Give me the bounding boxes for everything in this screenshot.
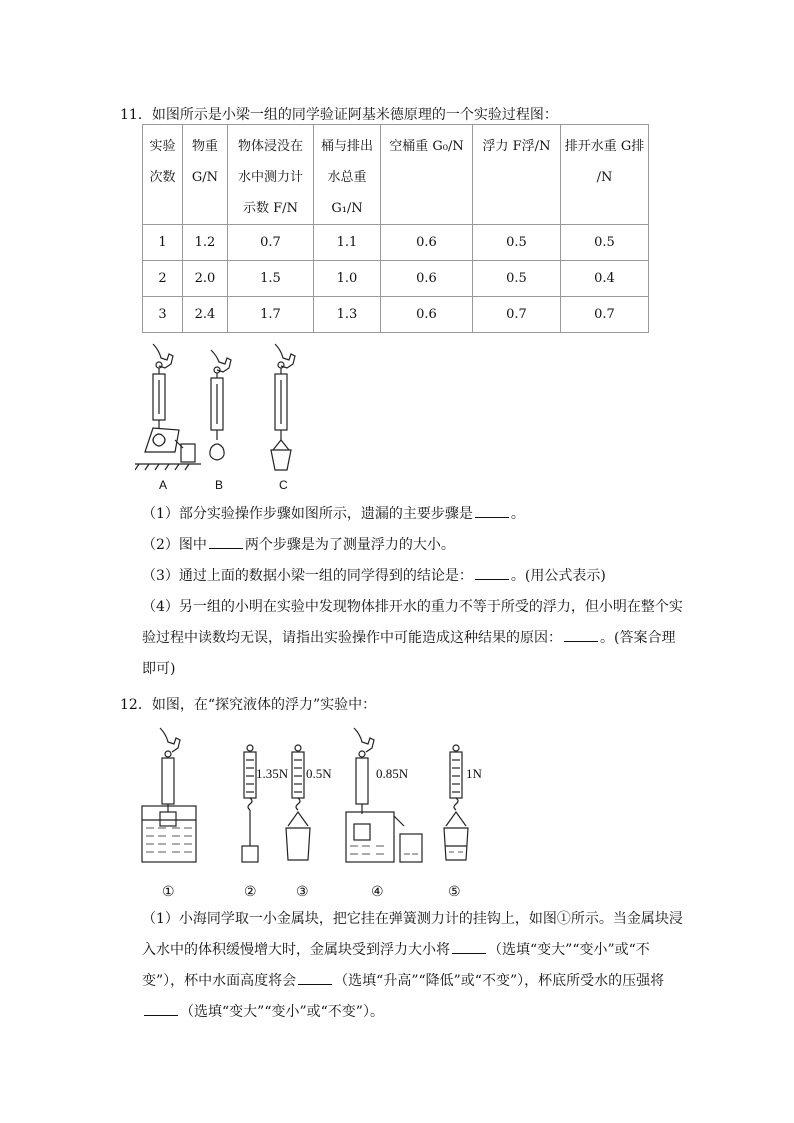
table-header-cell: 空桶重 G₀/N [381,125,473,225]
table-cell: 0.7 [228,225,314,261]
figure-label-1: ① [162,883,175,899]
q12-title: 12．如图，在“探究液体的浮力”实验中： [120,697,377,713]
table-header-cell: 物重 G/N [183,125,228,225]
table-cell: 0.5 [561,225,649,261]
answer-blank [564,627,598,642]
q11-part-2: （2）图中 两个步骤是为了测量浮力的大小。 [142,530,682,561]
table-cell: 2 [143,261,183,297]
table-header-cell: 排开水重 G排 /N [561,125,649,225]
q12-figure [140,724,480,874]
table-cell: 0.7 [473,297,561,333]
table-cell: 1.3 [314,297,381,333]
answer-blank [144,1001,178,1016]
q11-figure [135,340,310,475]
answer-blank [298,970,332,985]
figure-b-apparatus [210,350,231,460]
q11-part-4: （4）另一组的小明在实验中发现物体排开水的重力不等于所受的浮力，但小明在整个实验过程中读数均无误，请指出实验操作中可能造成这种结果的原因： 。(答案合理即可) [142,599,683,677]
answer-blank [452,939,486,954]
figure-5-apparatus [444,745,468,860]
table-cell: 1.1 [314,225,381,261]
figure-3-apparatus [286,745,310,860]
table-header-cell: 实验 次数 [143,125,183,225]
table-cell: 0.5 [473,225,561,261]
table-cell: 2.4 [183,297,228,333]
figure-label-b: B [215,478,224,492]
figure-c-apparatus [271,344,295,470]
table-row [143,261,649,297]
table-header-cell: 浮力 F浮/N [473,125,561,225]
table-cell: 0.5 [473,261,561,297]
reading-label: 1N [466,766,482,781]
table-cell: 0.7 [561,297,649,333]
q11-title: 11．如图所示是小梁一组的同学验证阿基米德原理的一个实验过程图： [120,107,558,123]
table-cell: 0.6 [381,297,473,333]
table-header-cell: 桶与排出 水总重 G₁/N [314,125,381,225]
q12-part-1: （1）小海同学取一小金属块，把它挂在弹簧测力计的挂钩上，如图①所示。当金属块浸入水中的体积缓慢增大时，金属块受到浮力大小将 （选填“变大”“变小”或“不变”），杯中水面高度将会 （选填“升高”“降低”或“不变”），杯底所受水的压强将（选填“变大”“变小”或“不变”）。 [142,911,683,1020]
table-cell: 0.6 [381,225,473,261]
figure-a-apparatus [135,344,201,470]
reading-label: 1.35N [256,766,289,781]
reading-label: 0.5N [306,766,332,781]
table-cell: 1.7 [228,297,314,333]
table-row [143,297,649,333]
table-cell: 1.0 [314,261,381,297]
table-cell: 0.6 [381,261,473,297]
figure-label-2: ② [244,883,257,899]
figure-label-3: ③ [296,883,309,899]
table-header-row [143,125,649,225]
figure-2-apparatus [242,745,258,862]
table-cell: 1.5 [228,261,314,297]
reading-label: 0.85N [376,766,409,781]
q11-part-1: （1）部分实验操作步骤如图所示，遗漏的主要步骤是 。 [142,499,682,530]
answer-blank [209,534,243,549]
figure-4-apparatus [346,728,422,862]
figure-label-5: ⑤ [448,883,461,899]
figure-label-4: ④ [371,883,384,899]
answer-blank [475,503,509,518]
table-cell: 1.2 [183,225,228,261]
table-header-cell: 物体浸没在 水中测力计 示数 F/N [228,125,314,225]
q11-part-3: （3）通过上面的数据小梁一组的同学得到的结论是： 。(用公式表示) [142,561,682,592]
table-cell: 1 [143,225,183,261]
figure-label-c: C [279,478,288,492]
figure-1-apparatus [142,728,196,862]
q11-data-table [142,124,649,333]
answer-blank [475,565,509,580]
table-cell: 2.0 [183,261,228,297]
table-cell: 3 [143,297,183,333]
figure-label-a: A [159,478,168,492]
table-row [143,225,649,261]
table-cell: 0.4 [561,261,649,297]
